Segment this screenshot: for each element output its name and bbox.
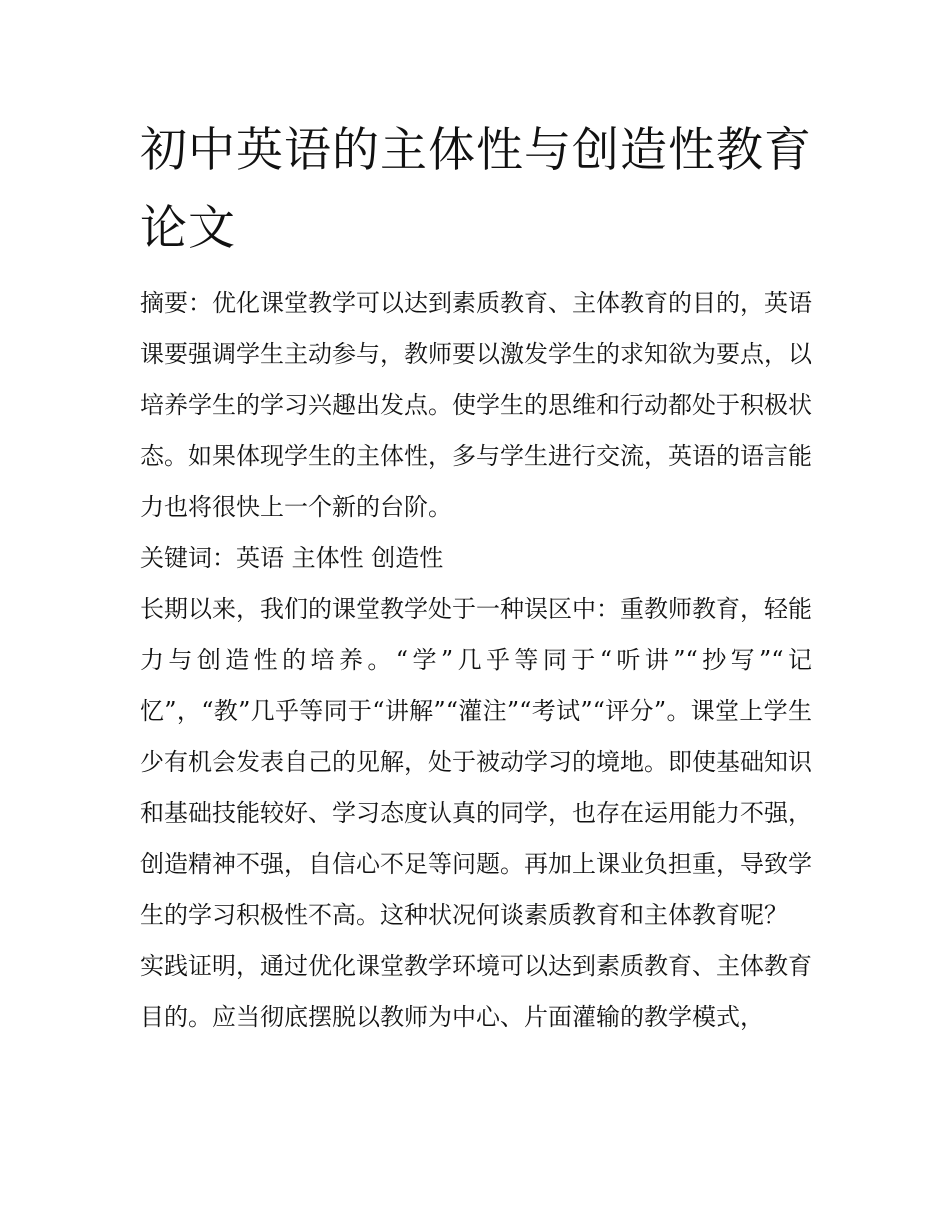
body-paragraph-1: 长期以来，我们的课堂教学处于一种误区中：重教师教育，轻能力与创造性的培养。“学”几乎等同于“听讲”“抄写”“记忆”，“教”几乎等同于“讲解”“灌注”“考试”“评分”。课堂上学生少有机会发表自己的见解，处于被动学习的境地。即使基础知识和基础技能较好、学习态度认真的同学，也存在运用能力不强，创造精神不强，自信心不足等问题。再加上课业负担重，导致学生的学习积极性不高。这种状况何谈素质教育和主体教育呢？ — [140, 595, 812, 929]
document-title: 初中英语的主体性与创造性教育论文 — [140, 123, 812, 256]
keywords-line: 关键词：英语 主体性 创造性 — [140, 544, 444, 572]
abstract-paragraph: 摘要：优化课堂教学可以达到素质教育、主体教育的目的，英语课要强调学生主动参与，教师要以激发学生的求知欲为要点，以培养学生的学习兴趣出发点。使学生的思维和行动都处于积极状态。如果体现学生的主体性，多与学生进行交流，英语的语言能力也将很快上一个新的台阶。 — [140, 289, 812, 521]
body-paragraph-2: 实践证明，通过优化课堂教学环境可以达到素质教育、主体教育目的。应当彻底摆脱以教师为中心、片面灌输的教学模式， — [140, 952, 812, 1031]
document-body — [140, 278, 812, 1043]
